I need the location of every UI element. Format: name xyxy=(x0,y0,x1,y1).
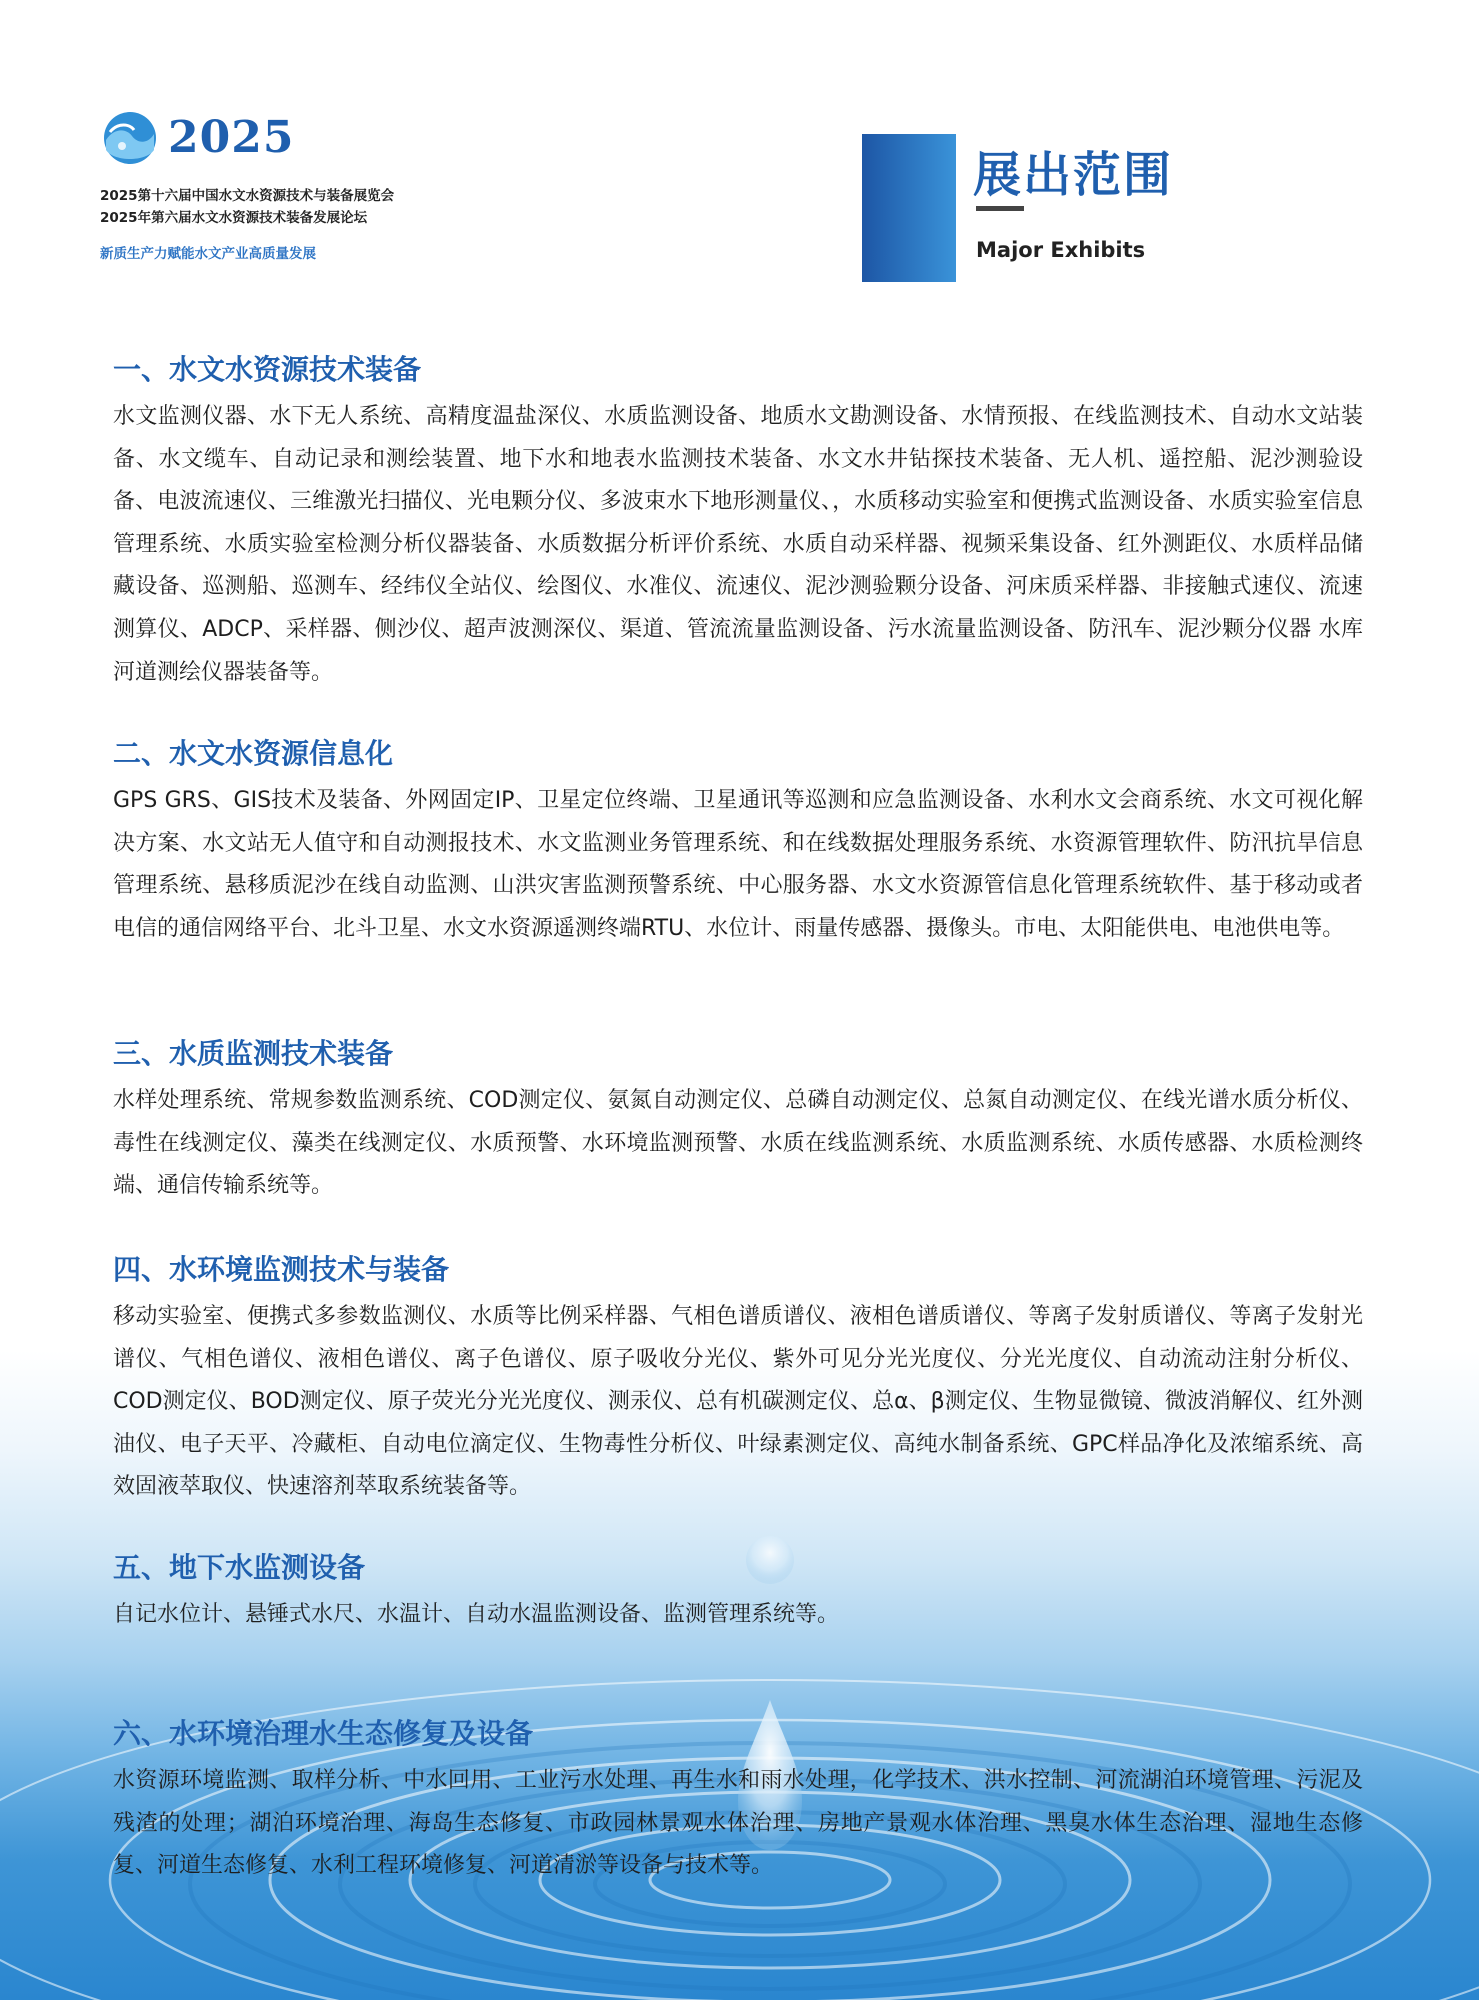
title-accent-bar xyxy=(862,134,956,282)
section-body: 自记水位计、悬锤式水尺、水温计、自动水温监测设备、监测管理系统等。 xyxy=(113,1602,840,1627)
logo-year: 2025 xyxy=(168,112,295,163)
section-hydrology-equipment xyxy=(113,350,1363,694)
expo-title-line: 2025第十六届中国水文水资源技术与装备展览会 xyxy=(100,188,395,204)
section-body: GPS GRS、GIS技术及装备、外网固定IP、卫星定位终端、卫星通讯等巡测和应急监测设备、水利水文会商系统、水文可视化解决方案、水文站无人值守和自动测报技术、水文监测业务管理系统、和在线数据处理服务系统、水资源管理软件、防汛抗旱信息管理系统、悬移质泥沙在线自动监测、山洪灾害监测预警系统、中心服务器、水文水资源管信息化管理系统软件、基于移动或者电信的通信网络平台、北斗卫星、水文水资源遥测终端RTU、水位计、雨量传感器、摄像头。市电、太阳能供电、电池供电等。 xyxy=(113,788,1363,941)
section-heading: 一、水文水资源技术装备 xyxy=(113,353,422,386)
section-water-quality xyxy=(113,1034,1363,1208)
section-heading: 三、水质监测技术装备 xyxy=(113,1037,394,1070)
section-groundwater xyxy=(113,1548,1363,1637)
slogan: 新质生产力赋能水文产业高质量发展 xyxy=(100,246,316,262)
section-body: 移动实验室、便携式多参数监测仪、水质等比例采样器、气相色谱质谱仪、液相色谱质谱仪、等离子发射质谱仪、等离子发射光谱仪、气相色谱仪、液相色谱仪、离子色谱仪、原子吸收分光仪、紫外可见分光光度仪、分光光度仪、自动流动注射分析仪、COD测定仪、BOD测定仪、原子荧光分光光度仪、测汞仪、总有机碳测定仪、总α、β测定仪、生物显微镜、微波消解仪、红外测油仪、电子天平、冷藏柜、自动电位滴定仪、生物毒性分析仪、叶绿素测定仪、高纯水制备系统、GPC样品净化及浓缩系统、高效固液萃取仪、快速溶剂萃取系统装备等。 xyxy=(113,1304,1363,1500)
section-heading: 六、水环境治理水生态修复及设备 xyxy=(113,1717,534,1750)
section-informatization xyxy=(113,734,1363,950)
section-body: 水资源环境监测、取样分析、中水回用、工业污水处理、再生水和雨水处理，化学技术、洪水控制、河流湖泊环境管理、污泥及残渣的处理；湖泊环境治理、海岛生态修复、市政园林景观水体治理、房地产景观水体治理、黑臭水体生态治理、湿地生态修复、河道生态修复、水利工程环境修复、河道清淤等设备与技术等。 xyxy=(113,1768,1363,1879)
page-title: 展出范围 xyxy=(973,147,1174,203)
section-heading: 四、水环境监测技术与装备 xyxy=(113,1253,450,1286)
section-body: 水样处理系统、常规参数监测系统、COD测定仪、氨氮自动测定仪、总磷自动测定仪、总氮自动测定仪、在线光谱水质分析仪、毒性在线测定仪、藻类在线测定仪、水质预警、水环境监测预警、水质在线监测系统、水质监测系统、水质传感器、水质检测终端、通信传输系统等。 xyxy=(113,1088,1363,1199)
forum-title-line: 2025年第六届水文水资源技术装备发展论坛 xyxy=(100,210,368,226)
wave-globe-logo-icon xyxy=(100,110,160,166)
section-heading: 五、地下水监测设备 xyxy=(113,1551,366,1584)
section-heading: 二、水文水资源信息化 xyxy=(113,737,394,770)
section-ecological-restoration xyxy=(113,1714,1363,1888)
section-environment-monitoring xyxy=(113,1250,1363,1509)
title-divider xyxy=(976,206,1024,211)
page-subtitle: Major Exhibits xyxy=(976,238,1146,262)
section-body: 水文监测仪器、水下无人系统、高精度温盐深仪、水质监测设备、地质水文勘测设备、水情预报、在线监测技术、自动水文站装备、水文缆车、自动记录和测绘装置、地下水和地表水监测技术装备、水文水井钻探技术装备、无人机、遥控船、泥沙测验设备、电波流速仪、三维激光扫描仪、光电颗分仪、多波束水下地形测量仪、，水质移动实验室和便携式监测设备、水质实验室信息管理系统、水质实验室检测分析仪器装备、水质数据分析评价系统、水质自动采样器、视频采集设备、红外测距仪、水质样品储藏设备、巡测船、巡测车、经纬仪全站仪、绘图仪、水准仪、流速仪、泥沙测验颗分设备、河床质采样器、非接触式速仪、流速测算仪、ADCP、采样器、侧沙仪、超声波测深仪、渠道、管流流量监测设备、污水流量监测设备、防汛车、泥沙颗分仪器 水库河道测绘仪器装备等。 xyxy=(113,404,1363,685)
